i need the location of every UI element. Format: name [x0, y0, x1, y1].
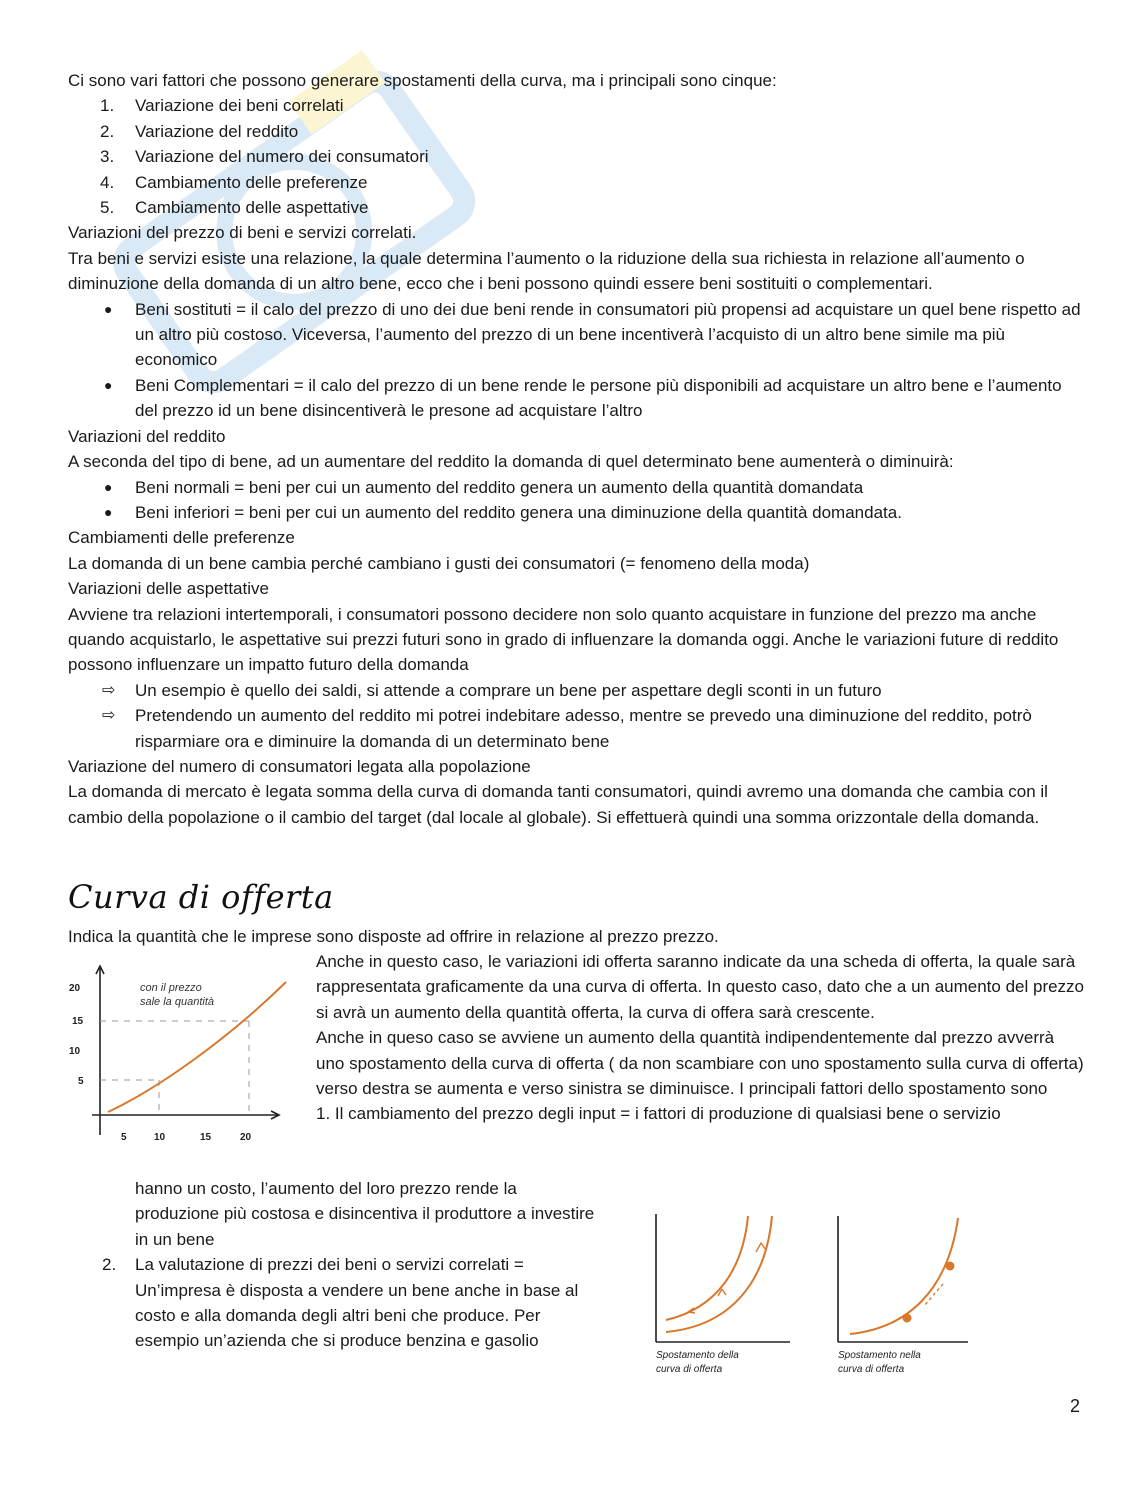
list-item: ● Beni inferiori = beni per cui un aumento del reddito genera una diminuzione della quantità domandata. — [68, 500, 1088, 525]
curve-point — [903, 1314, 912, 1323]
section-title: Variazioni delle aspettative — [68, 579, 269, 599]
y-tick-label: 10 — [69, 1046, 81, 1057]
section-title: Variazioni del reddito — [68, 426, 226, 446]
x-tick-label: 5 — [121, 1132, 127, 1143]
paragraph: A seconda del tipo di bene, ad un aumentare del reddito la domanda di quel determinato bene aumenterà o diminuirà: — [68, 452, 954, 472]
list-item: ⇨ Pretendendo un aumento del reddito mi potrei indebitare adesso, mentre se prevedo una diminuzione del reddito, potrò risparmiare ora e diminuire la domanda di un determinato bene — [68, 703, 1088, 754]
section-title: Variazione del numero di consumatori legata alla popolazione — [68, 756, 531, 776]
sketch-note: con il prezzo — [140, 982, 202, 994]
sketch-caption: curva di offerta — [656, 1364, 723, 1375]
paragraph: Avviene tra relazioni intertemporali, i consumatori possono decidere non solo quanto acquistare in funzione del prezzo ma anche quando acquistarlo, le aspettative sui prezzi futuri sono in grado di influenzare la domanda oggi. Anche le variazioni future di reddito possono influenzare un impatto futuro della domanda — [68, 604, 1059, 675]
list-item-first-line: 1. Il cambiamento del prezzo degli input = i fattori di produzione di qualsiasi bene o servizio — [316, 1104, 1001, 1124]
sketch-note: sale la quantità — [140, 996, 214, 1008]
list-item: ● Beni sostituti = il calo del prezzo di uno dei due beni rende in consumatori più propensi ad acquistare un quel bene rispetto ad un altro più costoso. Viceversa, l’aumento del prezzo di un bene incentiverà l’acquisto di un altro bene simile ma più economico — [68, 297, 1088, 373]
y-tick-label: 15 — [72, 1016, 84, 1027]
sketch-caption: curva di offerta — [838, 1364, 905, 1375]
offerta-intro: Indica la quantità che le imprese sono disposte ad offrire in relazione al prezzo prezzo. — [68, 927, 719, 946]
bullet-list — [68, 475, 1088, 526]
list-item: ● Beni Complementari = il calo del prezzo di un bene rende le persone più disponibili ad acquistare un altro bene e l’aumento del prezzo id un bene disincentiverà le presone ad acquistare l’altro — [68, 373, 1088, 424]
list-item: 4. Cambiamento delle preferenze — [100, 172, 368, 192]
supply-curve — [666, 1216, 748, 1320]
section-title: Cambiamenti delle preferenze — [68, 528, 295, 548]
paragraph: hanno un costo, l’aumento del loro prezzo rende la produzione più costosa e disincentiva il produttore a investire in un bene — [135, 1179, 595, 1249]
paragraph: Anche in queso caso se avviene un aumento della quantità indipendentemente dal prezzo avverrà uno spostamento della curva di offerta ( da non scambiare con uno spostamento sulla curva di offerta) verso destra se aumenta e verso sinistra se diminuisce. I principali fattori dello spostamento sono — [316, 1028, 1084, 1099]
sketch-caption: Spostamento nella — [838, 1350, 921, 1361]
list-item: ⇨ Un esempio è quello dei saldi, si attende a comprare un bene per aspettare degli sconti in un futuro — [68, 678, 1088, 703]
list-item: 2. Variazione del reddito — [100, 121, 299, 141]
arrow-list — [68, 678, 1088, 754]
arrow-right-icon: ⇨ — [102, 681, 116, 699]
list-item: 3. Variazione del numero dei consumatori — [100, 147, 429, 167]
factors-list — [68, 93, 1088, 220]
x-tick-label: 10 — [154, 1132, 166, 1143]
arrow-right-icon: ⇨ — [102, 707, 116, 725]
list-item: 1. Variazione dei beni correlati — [100, 96, 344, 116]
bullet-list — [68, 297, 1088, 424]
bullet-icon: ● — [104, 503, 113, 520]
movement-along-curve-sketch — [828, 1210, 978, 1380]
y-tick-label: 20 — [69, 983, 81, 994]
offerta-list-continued — [102, 1176, 605, 1354]
list-item: ● Beni normali = beni per cui un aumento del reddito genera un aumento della quantità domandata — [68, 475, 1088, 500]
paragraph: La domanda di mercato è legata somma della curva di domanda tanti consumatori, quindi avremo una domanda che cambia con il cambio della popolazione o il cambio del target (dal locale al globale). Si effettuerà quindi una somma orizzontale della domanda. — [68, 782, 1048, 827]
shift-of-curve-sketch — [648, 1208, 798, 1380]
paragraph: La domanda di un bene cambia perché cambiano i gusti dei consumatori (= fenomeno della moda) — [68, 553, 810, 573]
section-heading: Curva di offerta — [68, 878, 334, 916]
section-title: Variazioni del prezzo di beni e servizi correlati. — [68, 223, 417, 243]
x-tick-label: 20 — [240, 1132, 252, 1143]
list-item: 5. Cambiamento delle aspettative — [100, 198, 369, 218]
bullet-icon: ● — [104, 376, 113, 393]
paragraph: Anche in questo caso, le variazioni idi offerta saranno indicate da una scheda di offerta, la quale sarà rappresentata graficamente da una curva di offerta. In questo caso, dato che a un aumento del prezzo si avrà un aumento della quantità offerta, la curva di offera sarà crescente. — [316, 952, 1085, 1022]
x-tick-label: 15 — [200, 1132, 212, 1143]
bullet-icon: ● — [104, 478, 113, 495]
list-item: 2. La valutazione di prezzi dei beni o servizi correlati = Un’impresa è disposta a vendere un bene anche in base al costo e alla domanda degli altri beni che produce. Per esempio un’azienda che si produce benzina e gasolio — [102, 1255, 579, 1351]
sketch-caption: Spostamento della — [656, 1350, 739, 1361]
arrow-icon — [756, 1243, 766, 1252]
text-block-1 — [68, 68, 1088, 830]
intro-paragraph: Ci sono vari fattori che possono generare spostamenti della curva, ma i principali sono cinque: — [68, 71, 777, 90]
y-tick-label: 5 — [78, 1076, 84, 1087]
paragraph: Tra beni e servizi esiste una relazione, la quale determina l’aumento o la riduzione della sua richiesta in relazione all’aumento o diminuzione della domanda di un altro bene, ecco che i beni possono quindi essere beni sostituiti o complementari. — [68, 248, 1025, 294]
curve-point — [946, 1262, 955, 1271]
supply-curve-sketch — [64, 960, 296, 1150]
offerta-text-block — [316, 949, 1086, 1127]
page-number: 2 — [1069, 1396, 1080, 1416]
bullet-icon: ● — [104, 300, 113, 317]
